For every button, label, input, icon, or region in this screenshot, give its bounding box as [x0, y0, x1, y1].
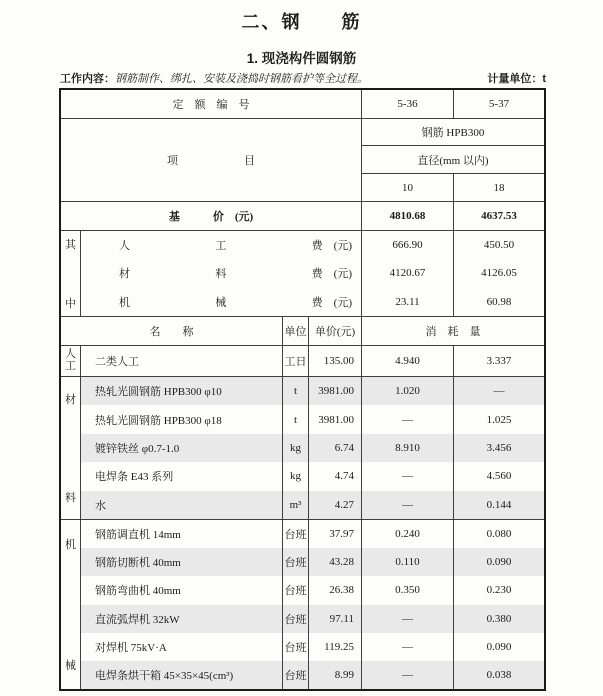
fee-label-part: 费 (元) — [311, 240, 352, 253]
item-price: 37.97 — [309, 520, 362, 548]
item-price: 4.74 — [309, 462, 362, 490]
cost-row — [81, 491, 544, 519]
item-unit: 台班 — [283, 548, 309, 576]
item-name: 二类人工 — [81, 346, 283, 376]
item-consumption-1: 0.240 — [362, 520, 454, 548]
fee-value-2: 60.98 — [486, 295, 512, 308]
side-char: 人 — [65, 348, 76, 361]
cost-row — [81, 661, 544, 689]
among-rows — [81, 231, 544, 316]
cost-row — [81, 462, 544, 490]
fee-label-part: 工 — [215, 240, 227, 253]
item-price: 6.74 — [309, 434, 362, 462]
item-price: 3981.00 — [309, 377, 362, 405]
item-price: 4.27 — [309, 491, 362, 519]
item-name: 热轧光圆钢筋 HPB300 φ10 — [81, 377, 283, 405]
fee-value-2: 450.50 — [483, 239, 515, 252]
cost-row — [81, 548, 544, 576]
item-name: 镀锌铁丝 φ0.7-1.0 — [81, 434, 283, 462]
col-header-unit: 单位 — [283, 317, 309, 345]
cost-row — [81, 633, 544, 661]
fee-row-labor — [81, 231, 544, 259]
fee-value-1: 23.11 — [362, 288, 454, 316]
labor-side-label — [61, 346, 81, 376]
item-price: 43.28 — [309, 548, 362, 576]
work-content-label: 工作内容： — [60, 73, 115, 85]
col-header-consumption: 消 耗 量 — [425, 326, 481, 338]
item-consumption-1: 8.910 — [362, 434, 454, 462]
item-consumption-1: 0.110 — [362, 548, 454, 576]
steel-category: 钢筋 HPB300 — [362, 119, 544, 146]
item-consumption-1: — — [362, 405, 454, 433]
section-labor — [61, 346, 544, 377]
cost-row — [81, 346, 544, 376]
cost-row — [81, 405, 544, 433]
fee-label-part: 机 — [119, 296, 130, 309]
fee-label-part: 材 — [119, 268, 130, 281]
work-content-line — [60, 70, 546, 86]
section-machine — [61, 520, 544, 689]
fee-row-material — [81, 259, 544, 287]
diameter-label: 直径(mm 以内) — [362, 146, 544, 174]
fee-value-2: 4126.05 — [481, 267, 517, 280]
item-unit: t — [283, 377, 309, 405]
base-price-label: 基 价 (元) — [61, 202, 362, 230]
among-side-top: 其 — [65, 239, 76, 251]
item-consumption-2: 3.337 — [486, 355, 512, 367]
item-header-row — [61, 119, 544, 202]
item-price: 97.11 — [309, 605, 362, 633]
item-consumption-2: 0.144 — [486, 498, 512, 511]
fee-label — [81, 288, 362, 316]
item-consumption-2: — — [493, 385, 505, 398]
item-unit: 台班 — [283, 576, 309, 604]
fee-label-part: 料 — [215, 268, 227, 281]
item-label: 项 目 — [61, 119, 362, 201]
item-name: 水 — [81, 491, 283, 519]
item-consumption-1: — — [362, 462, 454, 490]
item-consumption-2: 0.230 — [486, 584, 512, 597]
item-consumption-1: 0.350 — [362, 576, 454, 604]
base-price-value-2: 4637.53 — [481, 210, 517, 222]
side-char: 料 — [65, 492, 76, 504]
fee-value-1: 666.90 — [362, 231, 454, 259]
among-side-bottom: 中 — [65, 298, 76, 310]
fee-value-1: 4120.67 — [362, 259, 454, 287]
fee-label — [81, 259, 362, 287]
item-unit: 台班 — [283, 661, 309, 689]
item-consumption-1: — — [362, 605, 454, 633]
item-unit: 台班 — [283, 520, 309, 548]
item-header-right — [362, 119, 544, 201]
item-name: 钢筋切断机 40mm — [81, 548, 283, 576]
quota-code-label: 定 额 编 号 — [61, 90, 362, 118]
item-name: 电焊条烘干箱 45×35×45(cm³) — [81, 661, 283, 689]
base-price-value-1: 4810.68 — [362, 202, 454, 230]
work-content-text: 钢筋制作、绑扎、安装及浇捣时钢筋看护等全过程。 — [115, 73, 368, 85]
diameter-values-row — [362, 174, 544, 201]
machine-side-label — [61, 520, 81, 689]
diameter-value-2: 18 — [493, 181, 505, 194]
item-price: 8.99 — [309, 661, 362, 689]
fee-label-part: 械 — [215, 296, 227, 309]
quota-code-1: 5-36 — [362, 90, 454, 118]
quota-code-row — [61, 90, 544, 119]
item-price: 119.25 — [309, 633, 362, 661]
item-consumption-1: 1.020 — [362, 377, 454, 405]
col-header-price: 单价(元) — [309, 317, 362, 345]
item-name: 钢筋弯曲机 40mm — [81, 576, 283, 604]
column-header-row — [61, 317, 544, 346]
item-name: 热轧光圆钢筋 HPB300 φ18 — [81, 405, 283, 433]
among-block — [61, 231, 544, 317]
item-price: 135.00 — [309, 346, 362, 376]
side-char: 机 — [65, 539, 76, 551]
quota-code-2: 5-37 — [488, 98, 510, 110]
item-unit: 台班 — [283, 633, 309, 661]
col-header-name: 名 称 — [61, 317, 283, 345]
side-char: 材 — [65, 394, 76, 406]
item-unit: t — [283, 405, 309, 433]
item-name: 对焊机 75kV·A — [81, 633, 283, 661]
cost-row — [81, 434, 544, 462]
item-unit: kg — [283, 434, 309, 462]
item-name: 直流弧焊机 32kW — [81, 605, 283, 633]
fee-label-part: 费 (元) — [311, 296, 352, 309]
base-price-row — [61, 202, 544, 231]
item-consumption-1: 4.940 — [362, 346, 454, 376]
item-price: 26.38 — [309, 576, 362, 604]
fee-label-part: 费 (元) — [311, 268, 352, 281]
item-consumption-2: 0.380 — [486, 612, 512, 625]
item-name: 电焊条 E43 系列 — [81, 462, 283, 490]
fee-label-part: 人 — [119, 240, 130, 253]
item-unit: 台班 — [283, 605, 309, 633]
item-unit: kg — [283, 462, 309, 490]
cost-row — [81, 377, 544, 405]
section-title: 1. 现浇构件圆钢筋 — [246, 51, 357, 66]
item-consumption-1: — — [362, 633, 454, 661]
side-char: 械 — [65, 660, 76, 672]
item-consumption-2: 0.038 — [486, 668, 512, 681]
item-consumption-2: 0.080 — [486, 528, 512, 541]
item-price: 3981.00 — [309, 405, 362, 433]
item-unit: m³ — [283, 491, 309, 519]
item-name: 钢筋调直机 14mm — [81, 520, 283, 548]
among-side-label — [61, 231, 81, 316]
fee-row-machine — [81, 288, 544, 316]
item-consumption-2: 1.025 — [486, 413, 512, 426]
item-consumption-1: — — [362, 661, 454, 689]
measure-unit-note: 计量单位：t — [487, 73, 546, 85]
side-char: 工 — [65, 360, 76, 372]
item-consumption-1: — — [362, 491, 454, 519]
item-consumption-2: 0.090 — [486, 556, 512, 569]
doc-title: 二、钢 筋 — [241, 12, 362, 32]
item-consumption-2: 0.090 — [486, 640, 512, 653]
cost-row — [81, 520, 544, 548]
quota-table — [59, 88, 546, 691]
item-consumption-2: 4.560 — [486, 470, 512, 483]
fee-label — [81, 231, 362, 259]
section-material — [61, 377, 544, 520]
item-consumption-2: 3.456 — [486, 442, 512, 455]
cost-row — [81, 605, 544, 633]
item-unit: 工日 — [283, 346, 309, 376]
cost-row — [81, 576, 544, 604]
material-side-label — [61, 377, 81, 519]
diameter-value-1: 10 — [362, 174, 454, 201]
